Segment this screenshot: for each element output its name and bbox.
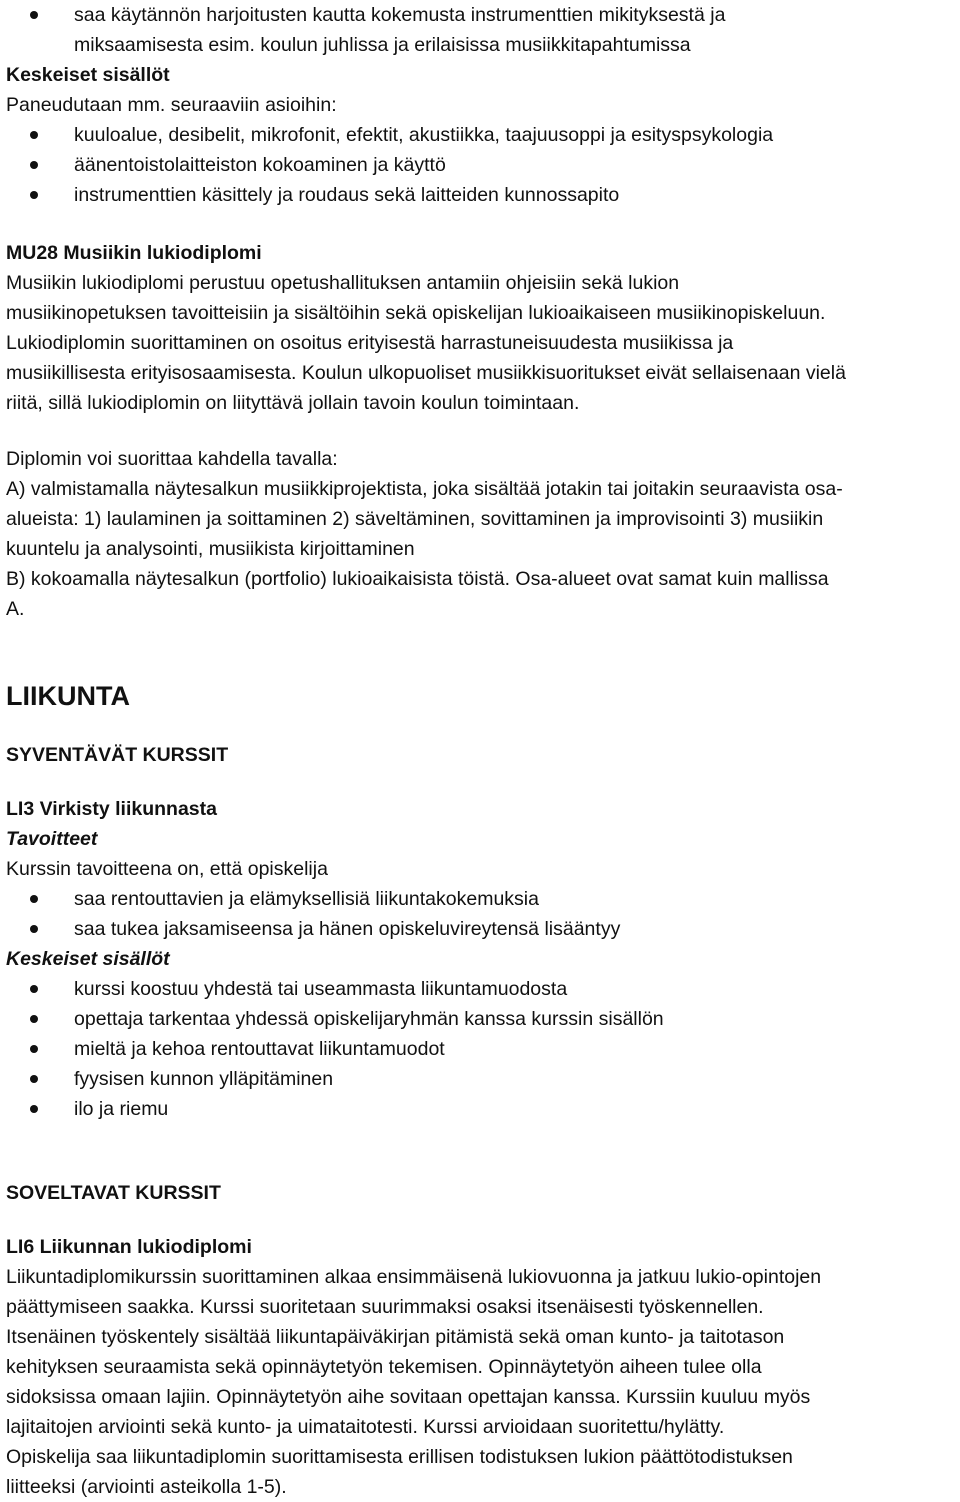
- course-title-li3: LI3 Virkisty liikunnasta: [6, 798, 217, 820]
- list-item-text: kurssi koostuu yhdestä tai useammasta liikuntamuodosta: [74, 978, 568, 1000]
- spacer: [6, 624, 954, 676]
- list-item: [6, 884, 954, 914]
- bullet-icon: [30, 895, 38, 903]
- paragraph-line: kuuntelu ja analysointi, musiikista kirjoittaminen: [6, 538, 415, 560]
- paragraph-line: kehityksen seuraamista sekä opinnäytetyön tekemisen. Opinnäytetyön aiheen tulee olla: [6, 1356, 762, 1378]
- content-bullet-list: [6, 120, 954, 210]
- list-item: [6, 1034, 954, 1064]
- spacer: [6, 418, 954, 444]
- bullet-icon: [30, 11, 38, 19]
- spacer: [6, 1208, 954, 1232]
- list-item-text: saa käytännön harjoitusten kautta kokemusta instrumenttien mikityksestä ja: [74, 4, 726, 26]
- contents-bullet-list: [6, 974, 954, 1124]
- section-label-tavoitteet: Tavoitteet: [6, 828, 98, 850]
- list-item: [6, 1004, 954, 1034]
- list-item-text: saa rentouttavien ja elämyksellisiä liikuntakokemuksia: [74, 888, 539, 910]
- paragraph-line: lajitaitojen arviointi sekä kunto- ja uimataitotesti. Kurssi arvioidaan suoritettu/hylätty.: [6, 1416, 725, 1438]
- paragraph-line: Musiikin lukiodiplomi perustuu opetushallituksen antamiin ohjeisiin sekä lukion: [6, 272, 680, 294]
- section-label-keskeiset-sisallot: Keskeiset sisällöt: [6, 64, 170, 86]
- subject-heading-liikunta: LIIKUNTA: [6, 681, 130, 711]
- list-item: [6, 1094, 954, 1124]
- list-item: [6, 180, 954, 210]
- list-item: [6, 914, 954, 944]
- paragraph-line: A.: [6, 598, 25, 620]
- paragraph-line: sidoksissa omaan lajiin. Opinnäytetyön aihe sovitaan opettajan kanssa. Kurssiin kuuluu myös: [6, 1386, 811, 1408]
- bullet-icon: [30, 161, 38, 169]
- paragraph-line: Lukiodiplomin suorittaminen on osoitus erityisestä harrastuneisuudesta musiikissa ja: [6, 332, 734, 354]
- list-item-text: kuuloalue, desibelit, mikrofonit, efektit, akustiikka, taajuusoppi ja esityspsykologia: [74, 124, 774, 146]
- paragraph-line: päättymiseen saakka. Kurssi suoritetaan suurimmaksi osaksi itsenäisesti työskennellen.: [6, 1296, 764, 1318]
- bullet-icon: [30, 1105, 38, 1113]
- list-item: [6, 120, 954, 150]
- paragraph-line: musiikillisesta erityisosaamisesta. Koulun ulkopuoliset musiikkisuoritukset eivät sellaisenaan vielä: [6, 362, 846, 384]
- course-title-mu28: MU28 Musiikin lukiodiplomi: [6, 242, 262, 264]
- spacer: [6, 210, 954, 238]
- bullet-icon: [30, 1045, 38, 1053]
- paragraph-line: riitä, sillä lukiodiplomin on liityttävä jollain tavoin koulun toimintaan.: [6, 392, 580, 414]
- list-item-text: instrumenttien käsittely ja roudaus sekä laitteiden kunnossapito: [74, 184, 620, 206]
- mu28-paragraph: [6, 268, 954, 418]
- paragraph-line: B) kokoamalla näytesalkun (portfolio) lukioaikaisista töistä. Osa-alueet ovat samat kuin mallissa: [6, 568, 829, 590]
- bullet-icon: [30, 131, 38, 139]
- paragraph-line: Opiskelija saa liikuntadiplomin suorittamisesta erillisen todistuksen lukion päättötodistuksen: [6, 1446, 793, 1468]
- intro-paragraph: Paneudutaan mm. seuraaviin asioihin:: [6, 94, 337, 116]
- list-item-text: fyysisen kunnon ylläpitäminen: [74, 1068, 334, 1090]
- list-item: [6, 974, 954, 1004]
- list-item-text: ilo ja riemu: [74, 1098, 169, 1120]
- list-item-text: opettaja tarkentaa yhdessä opiskelijaryhmän kanssa kurssin sisällön: [74, 1008, 664, 1030]
- list-item: [6, 0, 954, 30]
- paragraph-line: alueista: 1) laulaminen ja soittaminen 2) säveltäminen, sovittaminen ja improvisointi 3) musiikin: [6, 508, 824, 530]
- bullet-icon: [30, 191, 38, 199]
- paragraph-line: Diplomin voi suorittaa kahdella tavalla:: [6, 448, 338, 470]
- spacer: [6, 1124, 954, 1178]
- paragraph-line: liitteeksi (arviointi asteikolla 1-5).: [6, 1476, 287, 1498]
- section-label-keskeiset-sisallot: Keskeiset sisällöt: [6, 948, 170, 970]
- list-item: [6, 1064, 954, 1094]
- list-item-continuation: miksaamisesta esim. koulun juhlissa ja erilaisissa musiikkitapahtumissa: [74, 34, 691, 56]
- list-item-text: äänentoistolaitteiston kokoaminen ja käyttö: [74, 154, 446, 176]
- bullet-icon: [30, 925, 38, 933]
- paragraph-line: Itsenäinen työskentely sisältää liikuntapäiväkirjan pitämistä sekä oman kunto- ja taitotason: [6, 1326, 785, 1348]
- goals-bullet-list: [6, 884, 954, 944]
- spacer: [6, 770, 954, 794]
- spacer: [6, 716, 954, 740]
- diplomi-paragraph: [6, 444, 954, 624]
- list-item: [6, 150, 954, 180]
- paragraph-line: Liikuntadiplomikurssin suorittaminen alkaa ensimmäisenä lukiovuonna ja jatkuu lukio-opintojen: [6, 1266, 822, 1288]
- section-heading-soveltavat: SOVELTAVAT KURSSIT: [6, 1182, 221, 1204]
- list-item-text: saa tukea jaksamiseensa ja hänen opiskeluvireytensä lisääntyy: [74, 918, 621, 940]
- bullet-icon: [30, 1075, 38, 1083]
- list-item-text: mieltä ja kehoa rentouttavat liikuntamuodot: [74, 1038, 445, 1060]
- bullet-icon: [30, 1015, 38, 1023]
- paragraph-line: A) valmistamalla näytesalkun musiikkiprojektista, joka sisältää jotakin tai joitakin seuraavista osa-: [6, 478, 843, 500]
- li6-paragraph: [6, 1262, 954, 1502]
- intro-bullet-list: [6, 0, 954, 30]
- paragraph-line: musiikinopetuksen tavoitteisiin ja sisältöihin sekä opiskelijan lukioaikaiseen musiikinopiskeluun.: [6, 302, 826, 324]
- course-title-li6: LI6 Liikunnan lukiodiplomi: [6, 1236, 252, 1258]
- intro-paragraph: Kurssin tavoitteena on, että opiskelija: [6, 858, 328, 880]
- bullet-icon: [30, 985, 38, 993]
- section-heading-syventavat: SYVENTÄVÄT KURSSIT: [6, 744, 229, 766]
